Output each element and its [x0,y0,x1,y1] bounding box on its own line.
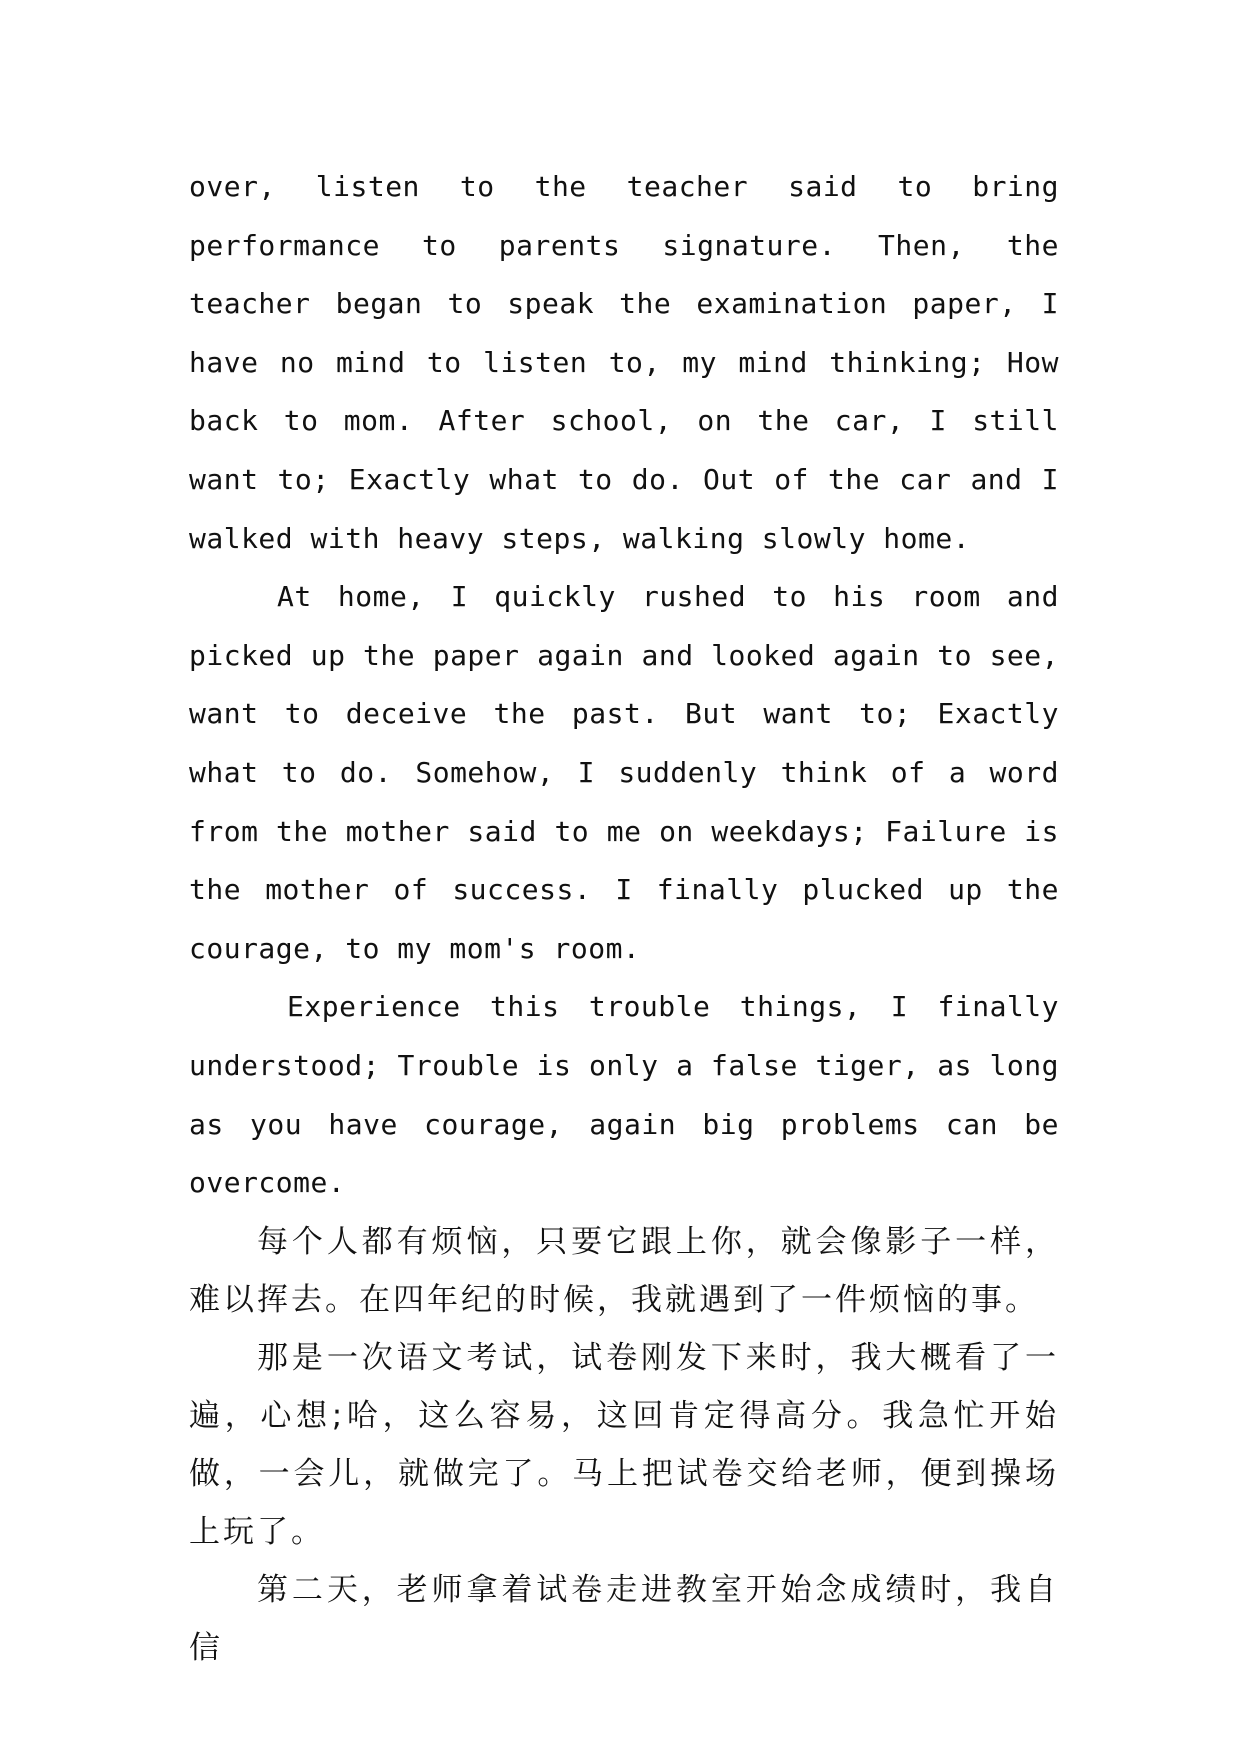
paragraph-zh-1: 每个人都有烦恼，只要它跟上你，就会像影子一样，难以挥去。在四年纪的时候，我就遇到了一件烦恼的事。 [189,1223,1059,1318]
paragraph-zh-2: 那是一次语文考试，试卷刚发下来时，我大概看了一遍，心想;哈，这么容易，这回肯定得高分。我急忙开始做，一会儿，就做完了。马上把试卷交给老师，便到操场上玩了。 [189,1339,1059,1550]
paragraph-en-2: At home, I quickly rushed to his room and picked up the paper again and looked again to see, want to deceive the past. But want to; Exactly what to do. Somehow, I suddenly think of a word from the mother said to me on weekdays; Failure is the mother of success. I finally plucked up the courage, to my mom's room. [189,580,1059,965]
paragraph-en-1: over, listen to the teacher said to bring performance to parents signature. Then, the teacher began to speak the examination paper, I have no mind to listen to, my mind thinking; How back to mom. After school, on the car, I still want to; Exactly what to do. Out of the car and I walked with heavy steps, walking slowly home. [189,170,1059,555]
document-body [189,158,1059,1677]
paragraph-en-3: Experience this trouble things, I finally understood; Trouble is only a false tiger, as long as you have courage, again big problems can be overcome. [189,990,1059,1200]
paragraph-zh-3: 第二天，老师拿着试卷走进教室开始念成绩时，我自信 [189,1571,1059,1666]
